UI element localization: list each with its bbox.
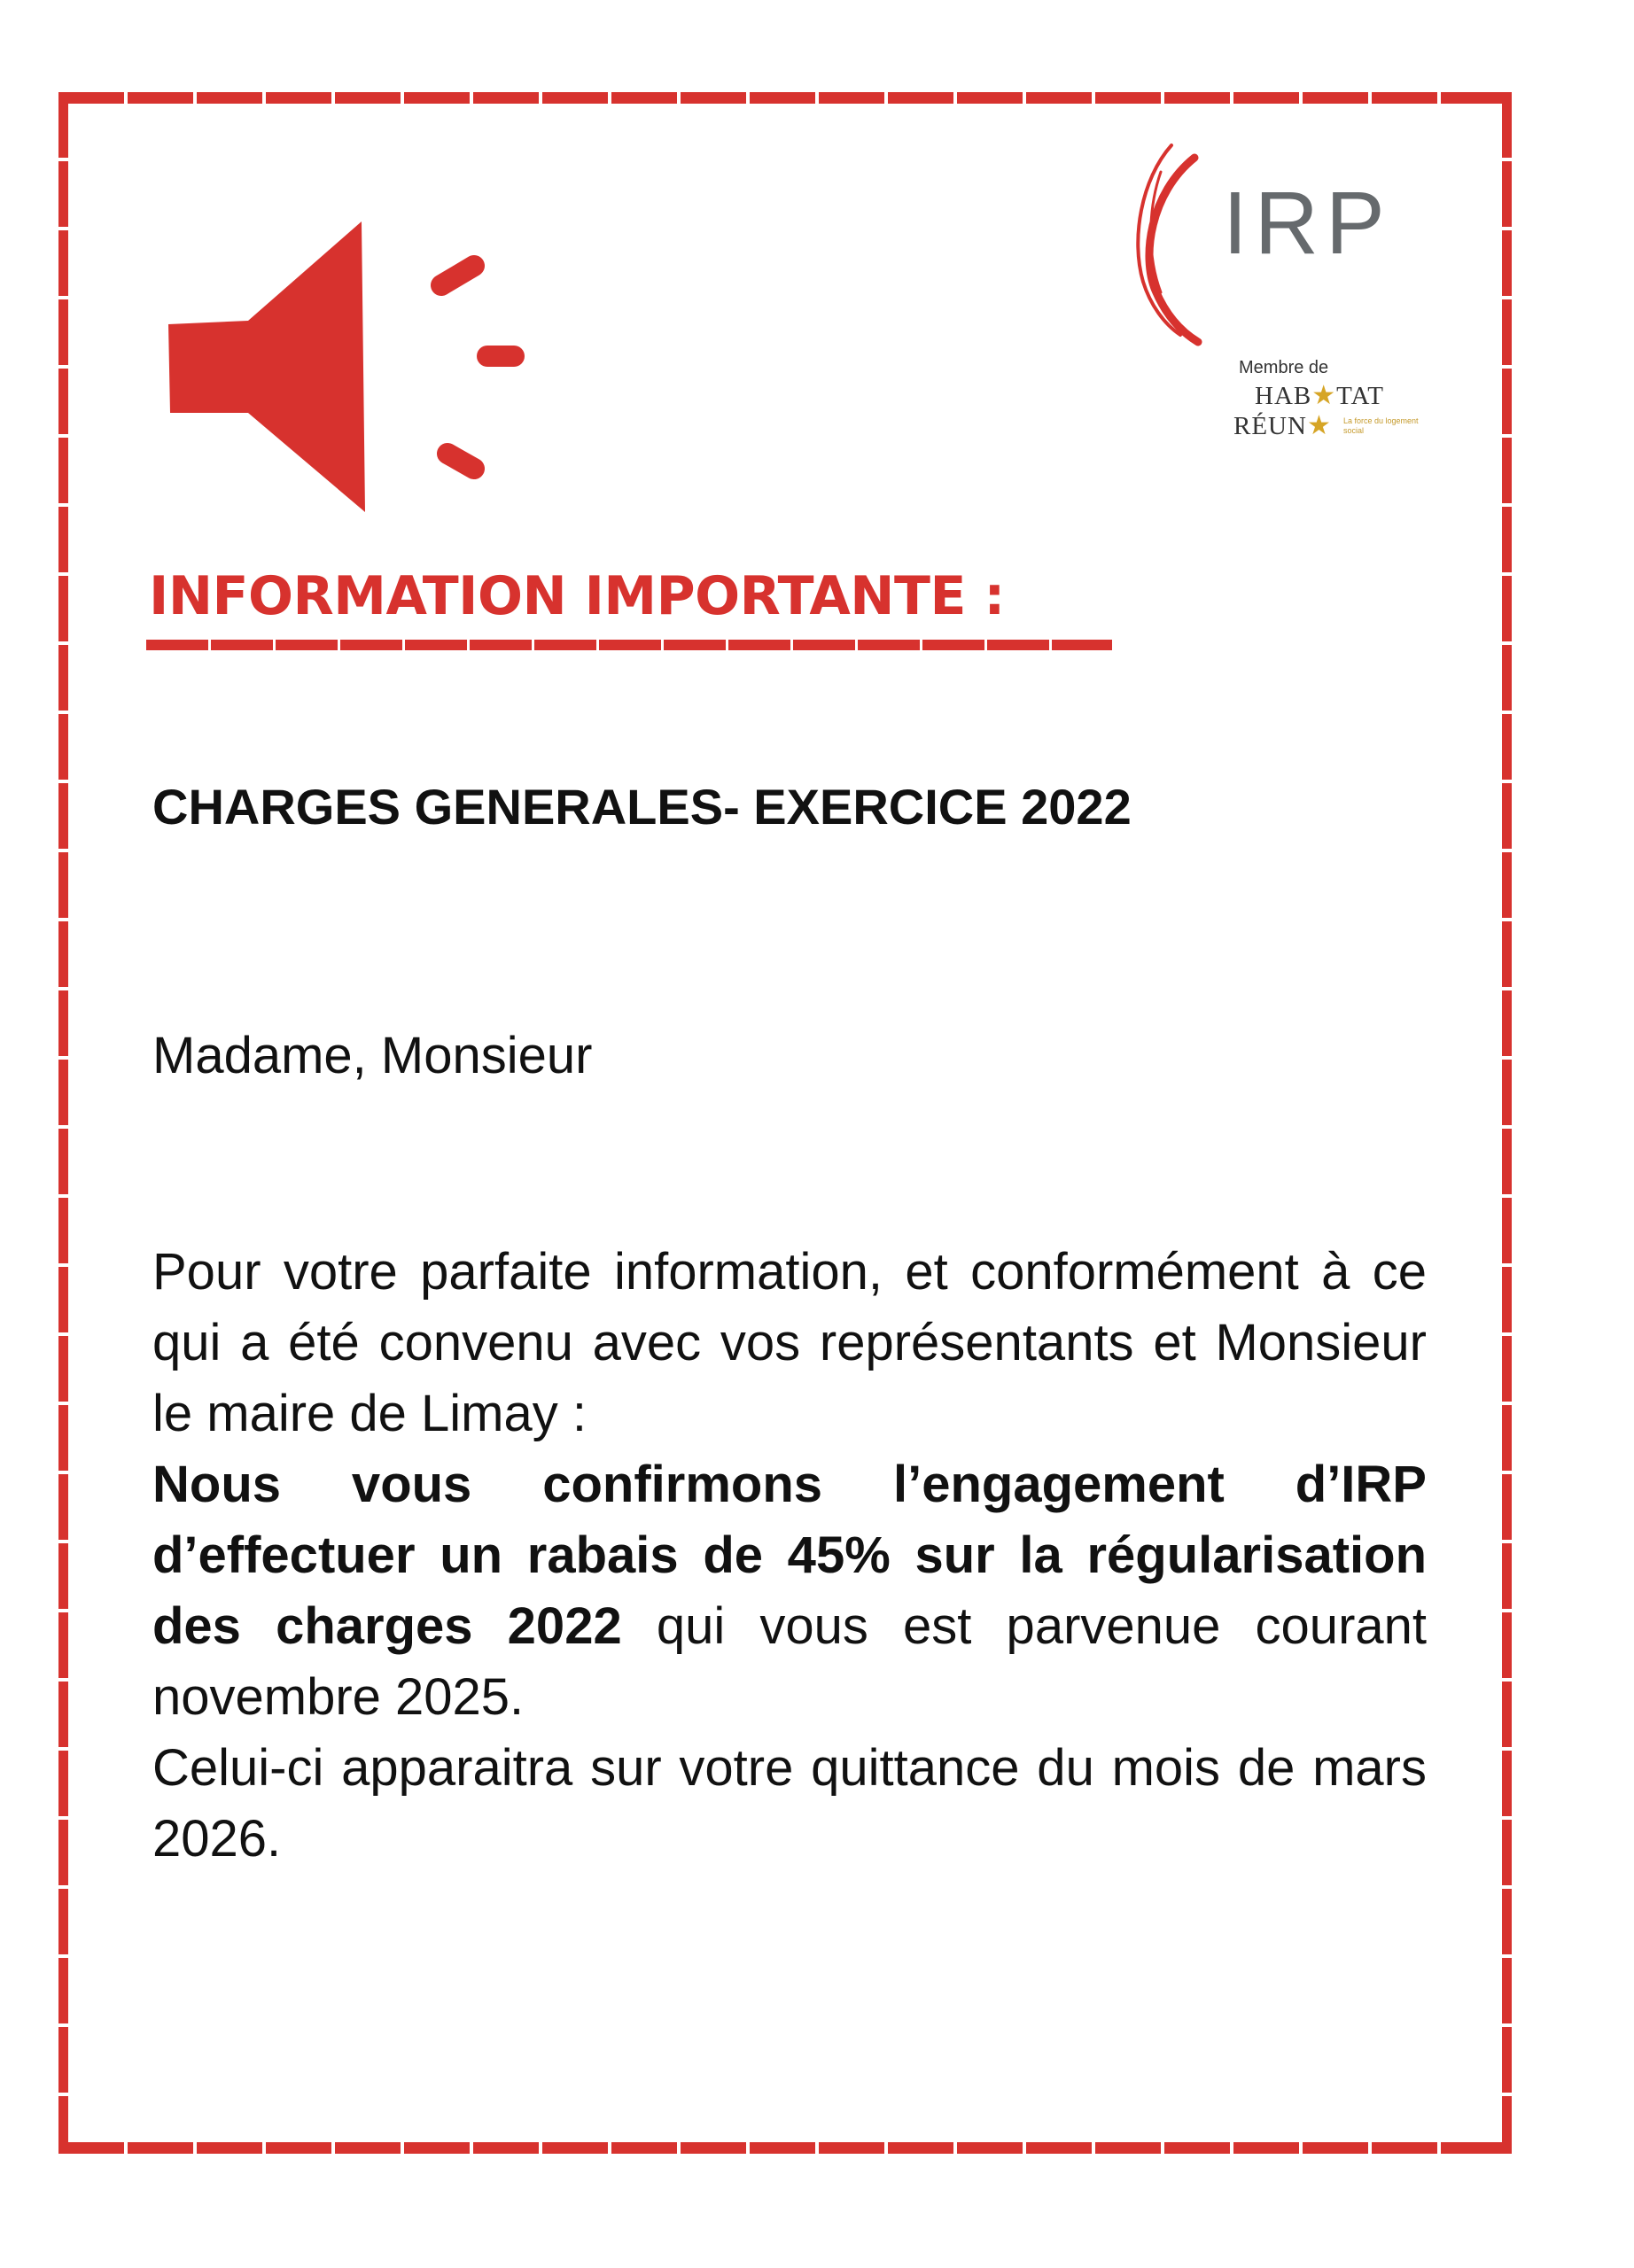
frame-bottom-border bbox=[58, 2142, 1512, 2154]
frame-right-border bbox=[1502, 92, 1512, 2154]
body-engagement-paragraph bbox=[152, 1449, 1427, 1733]
habitat-reunion-logo bbox=[1232, 379, 1436, 459]
frame-left-border bbox=[58, 92, 68, 2154]
page-title: INFORMATION IMPORTANTE : bbox=[149, 565, 1005, 627]
engagement-statement: Nous vous confirmons l’engagement d’IRP d’effectuer un rabais de 45% sur la régularisation des charges 2022 bbox=[152, 1456, 1427, 1655]
habitat-logo-line-2 bbox=[1233, 413, 1332, 439]
irp-logo bbox=[1125, 142, 1444, 354]
habitat-logo-reunion: RÉUN bbox=[1233, 412, 1307, 440]
irp-swoosh-icon bbox=[1125, 142, 1214, 354]
habitat-logo-part-left: HAB bbox=[1255, 382, 1312, 410]
irp-brand-text: IRP bbox=[1223, 174, 1392, 273]
subject-line: CHARGES GENERALES- EXERCICE 2022 bbox=[152, 779, 1132, 835]
member-of-label: Membre de bbox=[1239, 358, 1329, 377]
star-icon: ★ bbox=[1306, 411, 1332, 440]
star-icon: ★ bbox=[1311, 381, 1337, 410]
engagement-continuation: qui vous est parvenue courant novembre 2025. bbox=[152, 1597, 1428, 1726]
habitat-logo-part-right: TAT bbox=[1336, 382, 1384, 410]
salutation: Madame, Monsieur bbox=[152, 1027, 593, 1084]
body-intro-paragraph: Pour votre parfaite information, et conformément à ce qui a été convenu avec vos représentants et Monsieur le maire de Limay : bbox=[152, 1243, 1427, 1442]
frame-top-border bbox=[58, 92, 1512, 104]
megaphone-icon bbox=[160, 204, 549, 540]
habitat-logo-tagline: La force du logement social bbox=[1343, 416, 1419, 435]
title-underline bbox=[146, 640, 1112, 650]
habitat-logo-line-1 bbox=[1255, 383, 1384, 409]
body-closing-paragraph: Celui-ci apparaitra sur votre quittance du mois de mars 2026. bbox=[152, 1739, 1427, 1868]
letter-body bbox=[152, 1237, 1427, 1875]
